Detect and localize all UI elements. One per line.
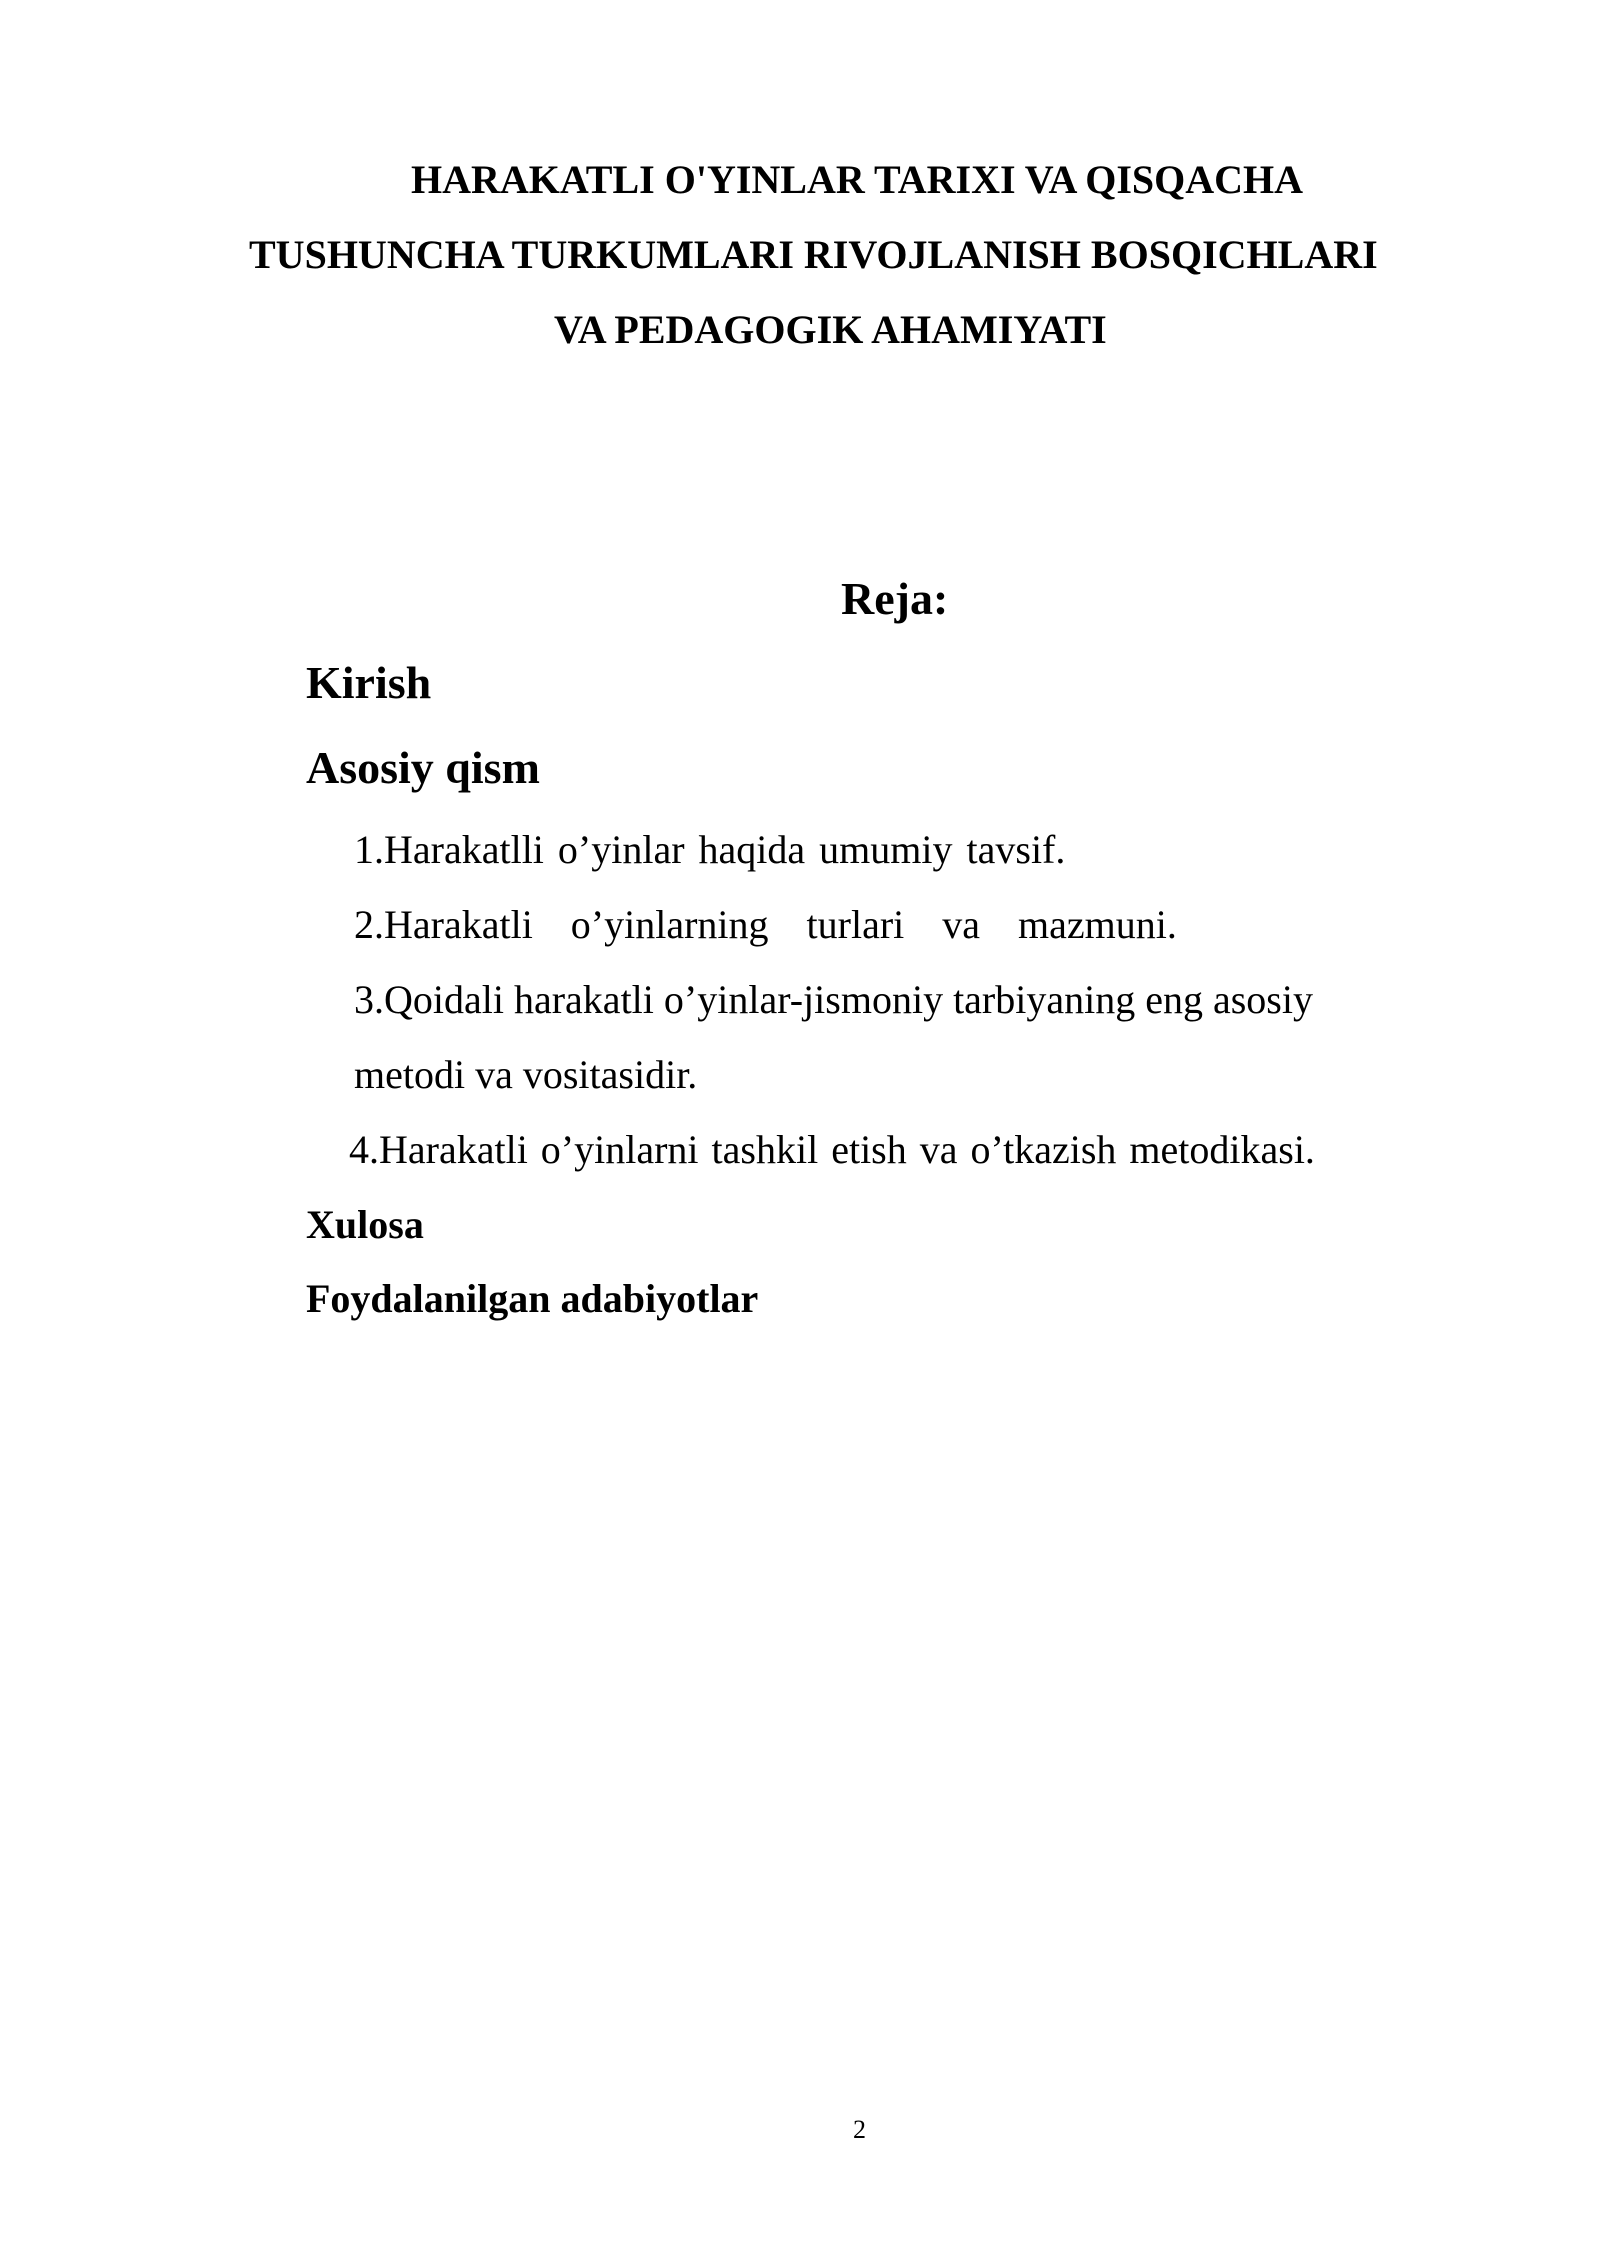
title-line-3: VA PEDAGOGIK AHAMIYATI <box>554 307 1107 352</box>
title-line-2: TUSHUNCHA TURKUMLARI RIVOJLANISH BOSQICHLARI <box>249 232 1378 277</box>
section-references: Foydalanilgan adabiyotlar <box>306 1276 759 1321</box>
plan-heading: Reja: <box>841 573 949 624</box>
section-main-part: Asosiy qism <box>306 742 540 793</box>
page-number: 2 <box>853 2115 866 2144</box>
title-line-1: HARAKATLI O'YINLAR TARIXI VA QISQACHA <box>411 157 1304 202</box>
section-intro: Kirish <box>306 657 432 708</box>
section-conclusion: Xulosa <box>306 1202 424 1247</box>
plan-item-3-line-1: 3.Qoidali harakatli o’yinlar-jismoniy tarbiyaning eng asosiy <box>354 977 1313 1022</box>
plan-item-1: 1.Harakatlli o’yinlar haqida umumiy tavsif. <box>354 827 1066 872</box>
plan-item-4: 4.Harakatli o’yinlarni tashkil etish va o’tkazish metodikasi. <box>349 1127 1315 1172</box>
plan-item-2: 2.Harakatli o’yinlarning turlari va mazmuni. <box>354 902 1177 947</box>
plan-item-3-line-2: metodi va vositasidir. <box>354 1052 698 1097</box>
